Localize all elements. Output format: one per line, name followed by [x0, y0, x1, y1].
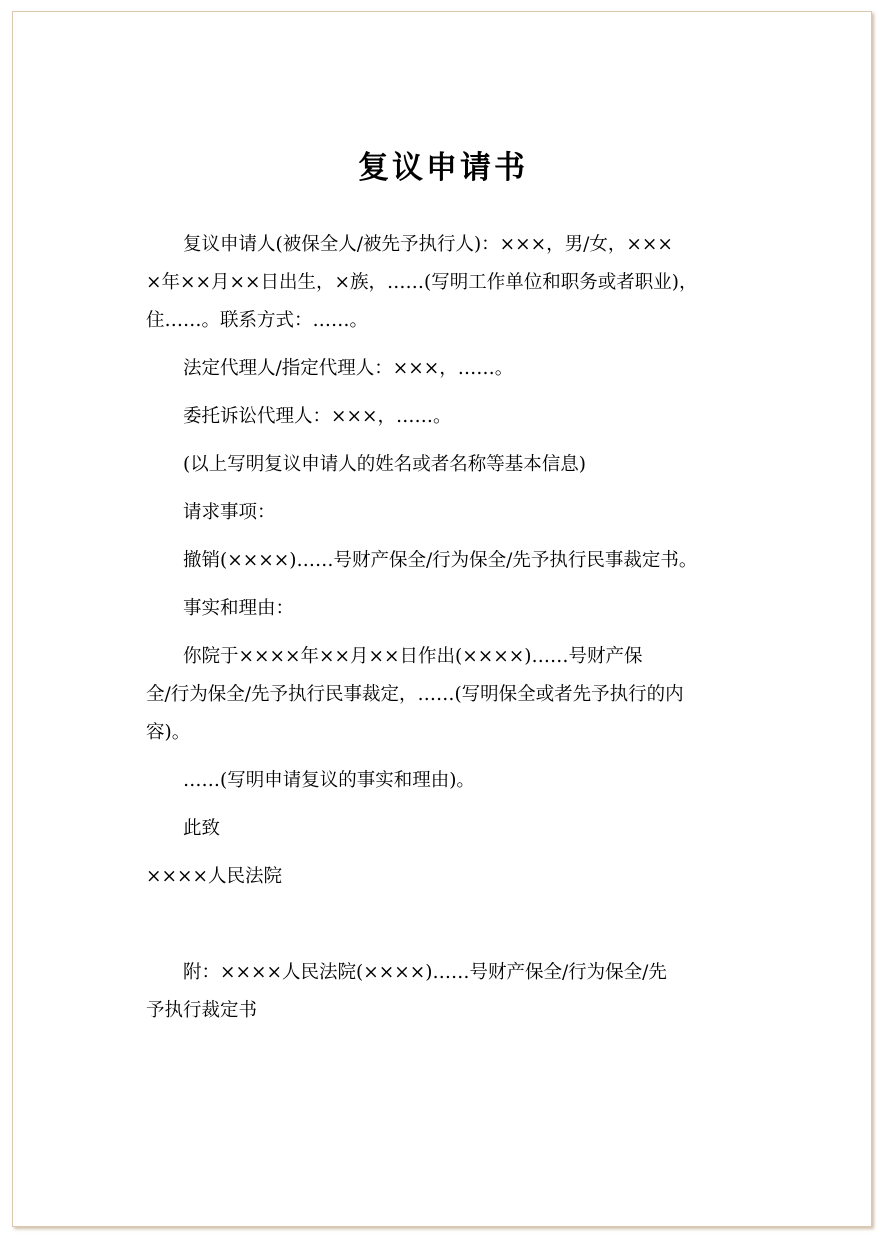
closing-salutation: 此致 — [183, 818, 221, 839]
applicant-note: (以上写明复议申请人的姓名或者名称等基本信息) — [183, 454, 586, 475]
applicant-line-3: 住……。联系方式：……。 — [146, 310, 369, 331]
document-body — [146, 226, 766, 1040]
legal-agent-paragraph: 法定代理人/指定代理人：×××，……。 — [183, 358, 514, 379]
applicant-line-1: 复议申请人(被保全人/被先予执行人)：×××，男/女，××× — [183, 234, 673, 255]
facts-line-1: 你院于××××年××月××日作出(××××)……号财产保 — [183, 646, 643, 667]
attachment-line-1: 附：××××人民法院(××××)……号财产保全/行为保全/先 — [183, 962, 667, 983]
applicant-paragraph — [146, 226, 766, 340]
facts-heading: 事实和理由： — [183, 598, 295, 619]
request-item: 撤销(××××)……号财产保全/行为保全/先予执行民事裁定书。 — [183, 550, 698, 571]
entrusted-agent-paragraph: 委托诉讼代理人：×××，……。 — [183, 406, 452, 427]
applicant-line-2: ×年××月××日出生，×族，……(写明工作单位和职务或者职业)， — [146, 272, 698, 293]
request-heading: 请求事项： — [183, 502, 276, 523]
court-name: ××××人民法院 — [146, 866, 283, 887]
attachment-line-2: 予执行裁定书 — [146, 1000, 258, 1021]
attachment-paragraph — [146, 954, 766, 1030]
facts-line-3: 容)。 — [146, 722, 191, 743]
document-title: 复议申请书 — [358, 150, 528, 186]
facts-paragraph — [146, 638, 766, 752]
facts-detail: ……(写明申请复议的事实和理由)。 — [183, 770, 475, 791]
document-page — [12, 11, 872, 1227]
facts-line-2: 全/行为保全/先予执行民事裁定，……(写明保全或者先予执行的内 — [146, 684, 684, 705]
